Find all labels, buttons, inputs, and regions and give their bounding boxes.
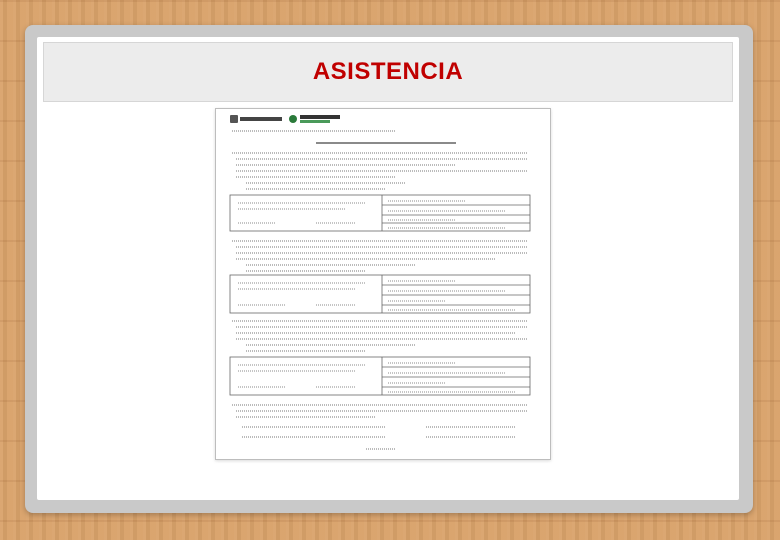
- document-text-lines-2: [232, 241, 528, 271]
- notification-table-1: [230, 195, 530, 231]
- document-logos: [230, 115, 340, 123]
- notification-table-3: [230, 357, 530, 395]
- title-band: [43, 42, 733, 102]
- document-text-lines-3: [232, 321, 528, 351]
- document-footer-lines: [232, 405, 528, 449]
- slide-title: ASISTENCIA: [312, 58, 464, 85]
- notification-table-2: [230, 275, 530, 313]
- attendance-document-image: [215, 108, 551, 460]
- document-text-lines: [232, 131, 528, 189]
